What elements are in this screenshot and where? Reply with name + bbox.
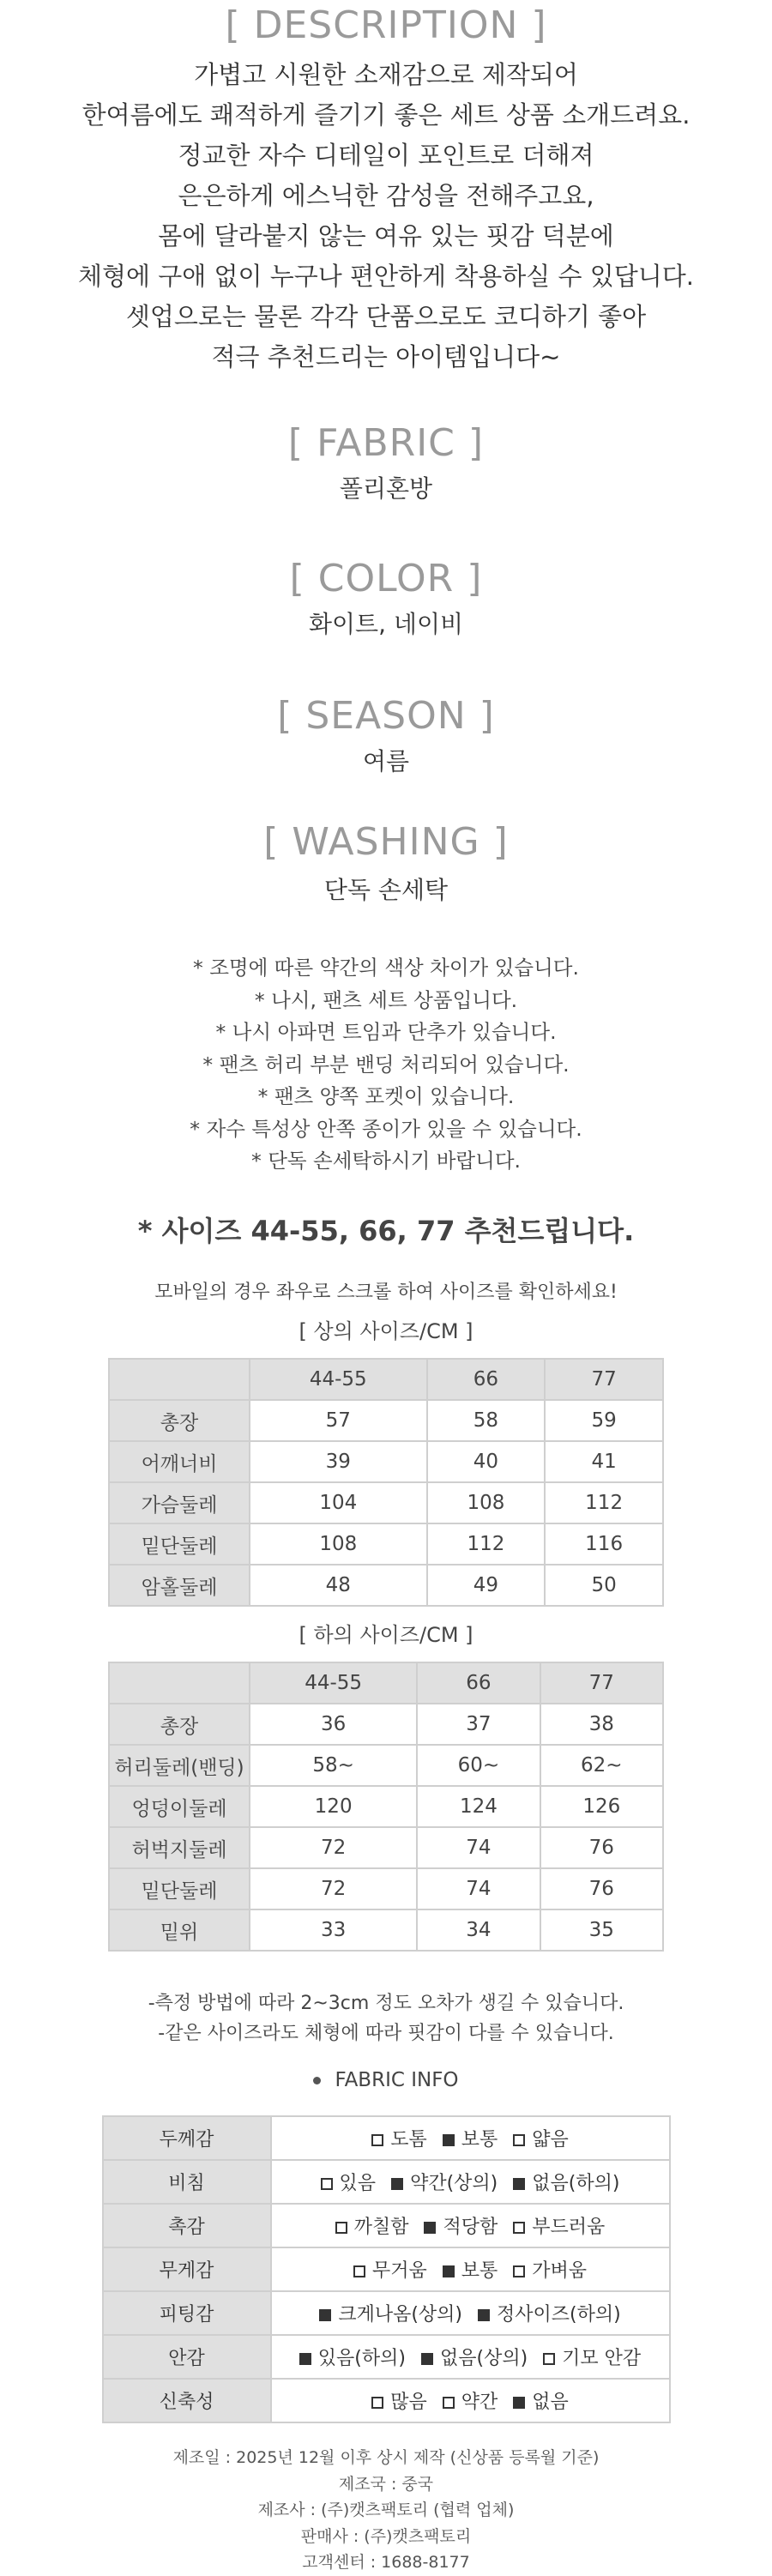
fabric-info-options [271,2204,670,2247]
table-cell: 76 [540,1827,663,1868]
description-line: 가볍고 시원한 소재감으로 제작되어 [194,60,578,89]
fabric-option-label: 부드러움 [532,2217,606,2238]
washing-title: [ WASHING ] [263,820,509,864]
top-size-table [108,1358,664,1607]
notes-list [0,952,772,1178]
description-title: [ DESCRIPTION ] [225,3,547,47]
bottom-size-table [108,1662,664,1952]
table-cell: 38 [540,1704,663,1745]
note-item: * 나시 아파면 트임과 단추가 있습니다. [215,1020,557,1044]
fabric-info-label: 두께감 [103,2116,271,2160]
unchecked-box-icon [513,2265,525,2277]
fabric-option-label: 크게나옴(상의) [338,2304,462,2326]
table-cell: 72 [250,1868,417,1909]
table-cell: 124 [417,1786,540,1827]
table-row [109,1745,663,1786]
description-line: 은은하게 에스닉한 감성을 전해주고요, [178,181,594,210]
fabric-info-label: 비침 [103,2160,271,2204]
fabric-option-label: 있음(하의) [317,2348,406,2369]
table-cell: 62~ [540,1745,663,1786]
fabric-option-label: 보통 [461,2129,498,2151]
table-row [109,1400,663,1441]
mobile-scroll-note: 모바일의 경우 좌우로 스크롤 하여 사이즈를 확인하세요! [154,1282,618,1303]
fabric-option-label: 있음 [339,2173,377,2194]
fabric-option [299,2344,406,2370]
fabric-option [513,2256,587,2283]
fabric-option [424,2212,498,2239]
manufacture-date: 제조일 : 2025년 12월 이후 상시 제작 (신상품 등록월 기준) [172,2448,600,2467]
table-cell: 59 [545,1400,663,1441]
customer-center: 고객센터 : 1688-8177 [302,2553,470,2572]
table-cell: 74 [417,1827,540,1868]
fabric-option [513,2125,569,2151]
fabric-option-label: 기모 안감 [562,2348,642,2369]
fabric-option-label: 정사이즈(하의) [497,2304,621,2326]
fabric-info-heading [0,2069,772,2091]
fabric-option [371,2125,427,2151]
fabric-option [443,2125,498,2151]
unchecked-box-icon [513,2134,525,2146]
table-cell: 58 [427,1400,546,1441]
header-cell [109,1662,250,1704]
fabric-info-label: 촉감 [103,2204,271,2247]
fabric-option [321,2169,377,2195]
manufacturer: 제조사 : (주)캣츠팩토리 (협력 업체) [257,2501,515,2519]
unchecked-box-icon [371,2134,383,2146]
fabric-option-label: 얇음 [532,2129,569,2151]
row-label: 어깨너비 [109,1441,250,1482]
row-label: 허리둘레(밴딩) [109,1745,250,1786]
measure-note: -측정 방법에 따라 2~3cm 정도 오차가 생길 수 있습니다. [148,1993,624,2014]
row-label: 암홀둘레 [109,1565,250,1606]
product-info-footer [0,2445,772,2576]
description-line: 적극 추천드리는 아이템입니다~ [211,342,561,371]
description-line: 몸에 달라붙지 않는 여유 있는 핏감 덕분에 [158,221,614,250]
fabric-option-label: 많음 [390,2392,427,2413]
description-line: 체형에 구애 없이 누구나 편안하게 착용하실 수 있답니다. [77,262,695,291]
fabric-option [353,2256,427,2283]
bottom-size-caption: [ 하의 사이즈/CM ] [299,1623,473,1647]
table-row [109,1565,663,1606]
fabric-option-label: 없음 [532,2392,569,2413]
checked-box-icon [424,2222,436,2234]
table-row [109,1441,663,1482]
table-cell: 74 [417,1868,540,1909]
note-item: * 자수 특성상 안쪽 종이가 있을 수 있습니다. [190,1116,582,1141]
fabric-info-row [103,2160,670,2204]
top-size-caption: [ 상의 사이즈/CM ] [299,1319,473,1343]
fabric-value: 폴리혼방 [339,474,433,503]
header-cell: 44-55 [250,1359,427,1400]
description-line: 셋업으로는 물론 각각 단품으로도 코디하기 좋아 [125,302,647,331]
measure-notes [0,1988,772,2048]
table-row [109,1482,663,1523]
header-cell: 77 [540,1662,663,1704]
header-cell: 66 [417,1662,540,1704]
fabric-info-row [103,2379,670,2422]
table-cell: 108 [427,1482,546,1523]
note-item: * 팬츠 양쪽 포켓이 있습니다. [257,1084,515,1108]
table-cell: 58~ [250,1745,417,1786]
table-row [109,1909,663,1951]
table-cell: 120 [250,1786,417,1827]
season-value: 여름 [362,747,410,775]
fabric-option [371,2387,427,2414]
checked-box-icon [299,2353,311,2365]
table-cell: 41 [545,1441,663,1482]
country-of-origin: 제조국 : 중국 [338,2474,434,2494]
table-cell: 57 [250,1400,427,1441]
table-cell: 116 [545,1523,663,1565]
fabric-info-label: 안감 [103,2335,271,2379]
table-cell: 34 [417,1909,540,1951]
season-title: [ SEASON ] [277,694,495,738]
checked-box-icon [513,2397,525,2409]
fabric-info-label: 피팅감 [103,2291,271,2335]
row-label: 총장 [109,1400,250,1441]
fabric-info-row [103,2335,670,2379]
fabric-option-label: 약간(상의) [410,2173,498,2194]
description-line: 한여름에도 쾌적하게 즐기기 좋은 세트 상품 소개드려요. [81,100,691,130]
fabric-option [513,2169,619,2195]
fabric-info-table [102,2115,671,2423]
header-cell [109,1359,250,1400]
unchecked-box-icon [513,2222,525,2234]
fabric-info-row [103,2247,670,2291]
fabric-option [513,2387,569,2414]
fabric-info-label: 무게감 [103,2247,271,2291]
table-cell: 40 [427,1441,546,1482]
fabric-option-label: 보통 [461,2260,498,2282]
checked-box-icon [319,2309,331,2321]
table-cell: 48 [250,1565,427,1606]
fabric-option [443,2387,498,2414]
unchecked-box-icon [443,2397,455,2409]
table-cell: 76 [540,1868,663,1909]
table-cell: 35 [540,1909,663,1951]
note-item: * 단독 손세탁하시기 바랍니다. [250,1149,522,1173]
unchecked-box-icon [321,2178,333,2190]
fabric-option [421,2344,528,2370]
table-cell: 50 [545,1565,663,1606]
table-cell: 49 [427,1565,546,1606]
washing-value: 단독 손세탁 [323,876,449,904]
table-cell: 36 [250,1704,417,1745]
fabric-option [335,2212,409,2239]
table-header-row [109,1359,663,1400]
bullet-icon [313,2077,321,2084]
unchecked-box-icon [371,2397,383,2409]
fabric-option-label: 없음(상의) [439,2348,528,2369]
note-item: * 조명에 따른 약간의 색상 차이가 있습니다. [193,956,579,980]
fabric-option-label: 도톰 [390,2129,427,2151]
checked-box-icon [421,2353,433,2365]
fabric-info-options [271,2335,670,2379]
checked-box-icon [443,2265,455,2277]
fabric-option-label: 무거움 [371,2260,427,2282]
fabric-info-row [103,2116,670,2160]
fabric-info-options [271,2247,670,2291]
table-cell: 112 [427,1523,546,1565]
table-cell: 104 [250,1482,427,1523]
checked-box-icon [443,2134,455,2146]
fabric-info-row [103,2291,670,2335]
fabric-option-label: 약간 [461,2392,498,2413]
row-label: 총장 [109,1704,250,1745]
fabric-info-row [103,2204,670,2247]
row-label: 밑위 [109,1909,250,1951]
size-recommendation: * 사이즈 44-55, 66, 77 추천드립니다. [137,1215,635,1247]
note-item: * 나시, 팬츠 세트 상품입니다. [254,987,518,1012]
table-row [109,1786,663,1827]
fabric-option [478,2300,621,2326]
fabric-option-label: 가벼움 [532,2260,588,2282]
header-cell: 44-55 [250,1662,417,1704]
row-label: 허벅지둘레 [109,1827,250,1868]
note-item: * 팬츠 허리 부분 밴딩 처리되어 있습니다. [202,1052,570,1077]
row-label: 가슴둘레 [109,1482,250,1523]
description-text [0,55,772,377]
table-row [109,1868,663,1909]
row-label: 밑단둘레 [109,1868,250,1909]
color-title: [ COLOR ] [289,557,483,600]
fabric-info-options [271,2116,670,2160]
header-cell: 66 [427,1359,546,1400]
unchecked-box-icon [353,2265,365,2277]
table-cell: 112 [545,1482,663,1523]
fabric-info-options [271,2291,670,2335]
row-label: 엉덩이둘레 [109,1786,250,1827]
fabric-info-title: FABRIC INFO [335,2069,459,2091]
table-row [109,1704,663,1745]
measure-note: -같은 사이즈라도 체형에 따라 핏감이 다를 수 있습니다. [158,2023,614,2044]
fabric-option [391,2169,498,2195]
header-cell: 77 [545,1359,663,1400]
fabric-info-options [271,2160,670,2204]
table-cell: 33 [250,1909,417,1951]
table-row [109,1827,663,1868]
checked-box-icon [391,2178,403,2190]
table-cell: 60~ [417,1745,540,1786]
table-cell: 108 [250,1523,427,1565]
fabric-option [513,2212,605,2239]
fabric-option-label: 적당함 [443,2217,498,2238]
fabric-option-label: 까칠함 [353,2217,409,2238]
description-line: 정교한 자수 디테일이 포인트로 더해져 [178,141,594,170]
checked-box-icon [478,2309,490,2321]
fabric-info-label: 신축성 [103,2379,271,2422]
table-cell: 37 [417,1704,540,1745]
fabric-title: [ FABRIC ] [287,421,485,465]
checked-box-icon [513,2178,525,2190]
fabric-option [319,2300,462,2326]
table-cell: 126 [540,1786,663,1827]
unchecked-box-icon [543,2353,555,2365]
table-cell: 39 [250,1441,427,1482]
fabric-option-label: 없음(하의) [532,2173,620,2194]
seller: 판매사 : (주)캣츠팩토리 [300,2526,472,2546]
unchecked-box-icon [335,2222,347,2234]
row-label: 밑단둘레 [109,1523,250,1565]
fabric-option [443,2256,498,2283]
fabric-info-options [271,2379,670,2422]
table-row [109,1523,663,1565]
table-cell: 72 [250,1827,417,1868]
fabric-option [543,2344,641,2370]
table-header-row [109,1662,663,1704]
color-value: 화이트, 네이비 [308,610,464,638]
